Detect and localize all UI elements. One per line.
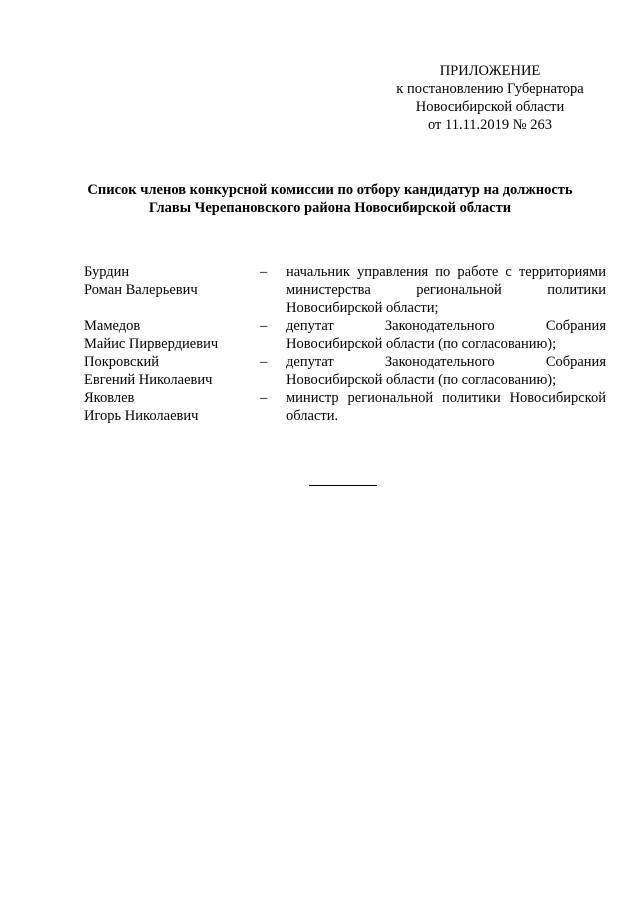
member-dash: –	[260, 354, 268, 370]
member-position: депутат Законодательного Собрания Новосибирской области (по согласованию);	[286, 318, 606, 352]
member-surname: Бурдин	[84, 264, 130, 280]
member-position: министр региональной политики Новосибирской области.	[286, 390, 606, 424]
document-title	[40, 181, 620, 217]
appendix-block	[380, 62, 600, 134]
appendix-region: Новосибирской области	[415, 99, 565, 115]
member-given-names: Майис Пирвердиевич	[84, 336, 219, 352]
member-given-names: Евгений Николаевич	[84, 372, 213, 388]
appendix-label: ПРИЛОЖЕНИЕ	[439, 63, 541, 79]
member-row	[84, 263, 606, 317]
member-surname: Мамедов	[84, 318, 141, 334]
member-row	[84, 353, 606, 389]
members-list	[84, 263, 606, 425]
member-position: депутат Законодательного Собрания Новосибирской области (по согласованию);	[286, 354, 606, 388]
member-name	[84, 389, 260, 425]
member-dash: –	[260, 318, 268, 334]
appendix-reference: к постановлению Губернатора	[396, 81, 584, 97]
appendix-date-number: от 11.11.2019 № 263	[427, 117, 553, 133]
closing-rule	[309, 485, 377, 486]
member-dash: –	[260, 390, 268, 406]
member-given-names: Роман Валерьевич	[84, 282, 198, 298]
member-dash: –	[260, 264, 268, 280]
member-position: начальник управления по работе с территориями министерства региональной политики Новосибирской области;	[286, 264, 606, 316]
member-row	[84, 317, 606, 353]
member-surname: Покровский	[84, 354, 160, 370]
member-given-names: Игорь Николаевич	[84, 408, 199, 424]
title-line-2: Главы Черепановского района Новосибирской области	[148, 200, 512, 216]
member-surname: Яковлев	[84, 390, 135, 406]
member-name	[84, 317, 260, 353]
member-name	[84, 353, 260, 389]
member-row	[84, 389, 606, 425]
member-name	[84, 263, 260, 317]
title-line-1: Список членов конкурсной комиссии по отбору кандидатур на должность	[87, 182, 573, 198]
